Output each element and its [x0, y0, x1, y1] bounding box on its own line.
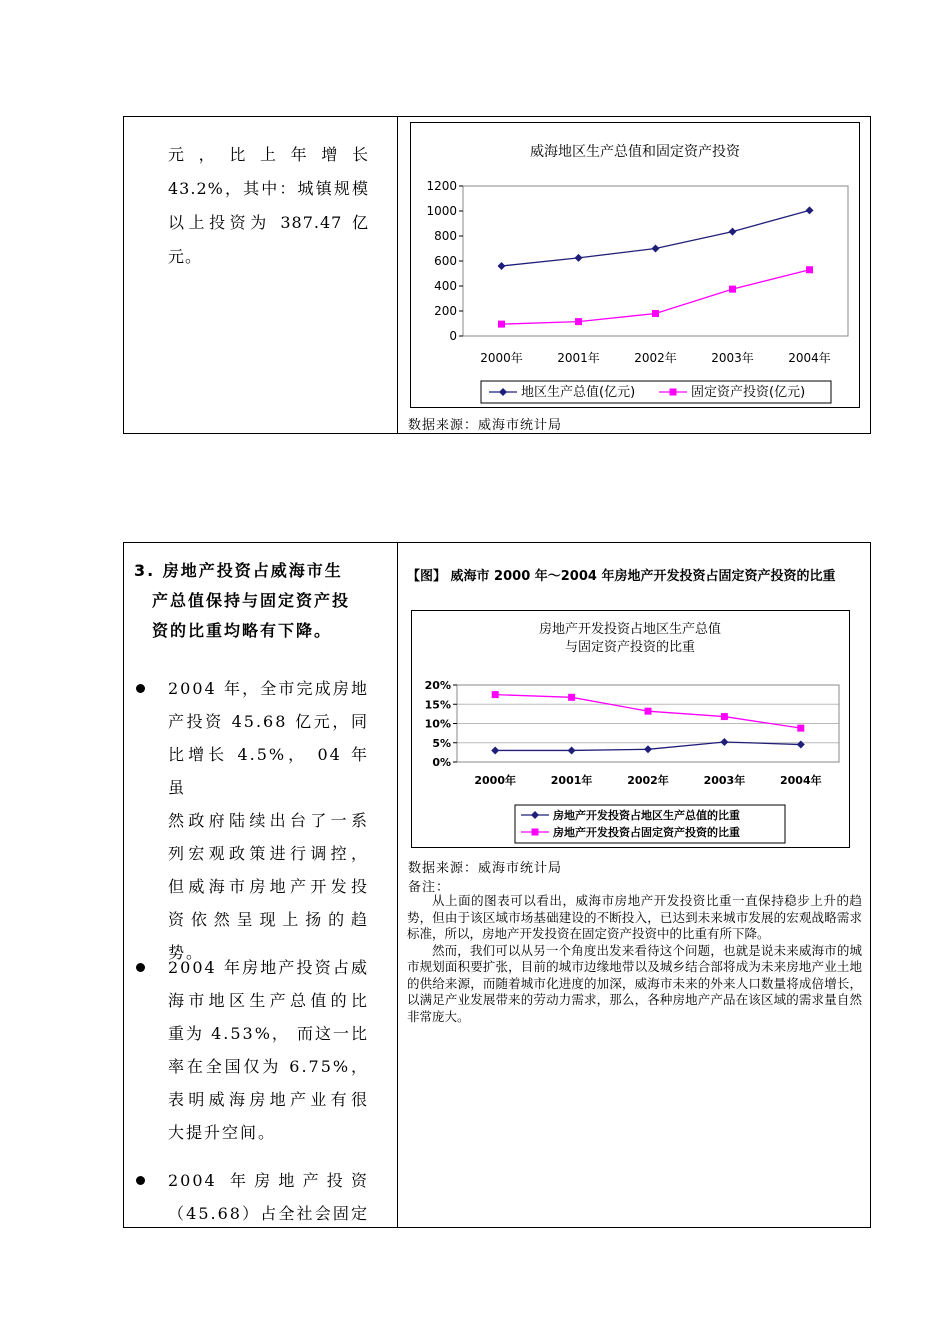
- chart2-svg: [412, 611, 849, 847]
- text-line: 2004 年房地产投资占威: [168, 958, 369, 977]
- y-tick-label: 200: [434, 304, 457, 318]
- legend-label: 房地产开发投资占地区生产总值的比重: [553, 809, 740, 822]
- source-note: 数据来源：威海市统计局: [408, 418, 563, 433]
- text-line: 2004 年房地产投资: [168, 1171, 369, 1190]
- y-tick-label: 0%: [432, 756, 451, 769]
- text-line: 势。: [168, 943, 205, 962]
- heading-line: 3. 房地产投资占威海市生: [134, 561, 343, 580]
- data-point: [806, 206, 814, 214]
- section1-left-text: [168, 138, 369, 274]
- data-point: [575, 254, 583, 262]
- bullet-paragraph: [168, 1164, 369, 1230]
- data-point: [568, 694, 575, 701]
- text-line: 海市地区生产总值的比: [168, 991, 369, 1010]
- series-line: [502, 210, 810, 266]
- text-line: 表明威海房地产业有很: [168, 1090, 369, 1109]
- legend-marker: [532, 829, 539, 836]
- data-point: [652, 310, 659, 317]
- y-tick-label: 20%: [424, 679, 451, 692]
- notes-paragraph: 从上面的图表可以看出，威海市房地产开发投资比重一直保持稳步上升的趋势，但由于该区域市场基础建设的不断投入，已达到未来城市发展的宏观战略需求标准，所以，房地产开发投资在固定资产投资中的比重有所下降。: [407, 893, 862, 941]
- text-line: 然政府陆续出台了一系: [168, 811, 369, 830]
- y-tick-label: 1000: [426, 204, 457, 218]
- section-heading: [134, 556, 374, 646]
- y-tick-label: 5%: [432, 736, 451, 750]
- data-point: [491, 746, 499, 754]
- x-tick-label: 2004年: [779, 774, 822, 787]
- source-note: 数据来源：威海市统计局: [408, 861, 563, 876]
- text-line: 大提升空间。: [168, 1123, 277, 1142]
- x-tick-label: 2001年: [557, 351, 600, 365]
- legend-label: 房地产开发投资占固定资产投资的比重: [553, 826, 740, 839]
- data-point: [645, 708, 652, 715]
- legend-marker: [670, 389, 677, 396]
- text-line: 率在全国仅为 6.75%，: [168, 1057, 369, 1076]
- text-line: 43.2%，其中：城镇规模: [168, 179, 369, 198]
- y-tick-label: 1200: [426, 179, 457, 193]
- data-point: [644, 745, 652, 753]
- y-tick-label: 10%: [424, 717, 451, 731]
- text-line: 2004 年，全市完成房地: [168, 679, 369, 698]
- y-tick-label: 600: [434, 254, 457, 268]
- bullet-icon: [136, 963, 145, 972]
- x-tick-label: 2002年: [634, 351, 677, 365]
- heading-line: 产总值保持与固定资产投: [152, 591, 351, 610]
- chart2-title-line2: 与固定资产投资的比重: [564, 640, 696, 655]
- chart-gdp-investment: [410, 122, 860, 408]
- data-point: [492, 691, 499, 698]
- legend-label: 固定资产投资(亿元): [691, 385, 806, 400]
- chart1-title: 威海地区生产总值和固定资产投资: [530, 144, 740, 160]
- data-point: [729, 286, 736, 293]
- data-point: [729, 228, 737, 236]
- y-tick-label: 400: [434, 279, 457, 293]
- chart1-svg: [411, 123, 859, 407]
- y-tick-label: 0: [449, 329, 457, 343]
- notes-body: [407, 893, 862, 1025]
- chart2-title-line1: 房地产开发投资占地区生产总值: [538, 622, 722, 637]
- y-tick-label: 800: [434, 229, 457, 243]
- data-point: [806, 266, 813, 273]
- table-divider: [397, 542, 398, 1228]
- x-tick-label: 2002年: [627, 774, 669, 787]
- text-line: 以上投资为 387.47 亿: [168, 213, 369, 232]
- data-point: [498, 262, 506, 270]
- x-tick-label: 2003年: [711, 351, 754, 365]
- x-tick-label: 2004年: [788, 351, 831, 365]
- bullet-paragraph: [168, 672, 369, 969]
- text-line: 重为 4.53%， 而这一比: [168, 1024, 370, 1043]
- x-tick-label: 2003年: [703, 774, 746, 787]
- notes-label: 备注：: [408, 880, 451, 895]
- data-point: [575, 318, 582, 325]
- table-divider: [397, 116, 398, 434]
- x-tick-label: 2000年: [474, 774, 517, 787]
- bullet-icon: [136, 1176, 145, 1185]
- text-line: 但威海市房地产开发投: [168, 877, 369, 896]
- text-line: （45.68）占全社会固定: [168, 1204, 369, 1223]
- data-point: [720, 738, 728, 746]
- data-point: [568, 746, 576, 754]
- text-line: 资依然呈现上扬的趋: [168, 910, 369, 929]
- text-line: 元。: [168, 247, 203, 266]
- data-point: [498, 321, 505, 328]
- data-point: [652, 245, 660, 253]
- bullet-paragraph: [168, 951, 369, 1149]
- bullet-icon: [136, 684, 145, 693]
- text-line: 产投资 45.68 亿元，同: [168, 712, 369, 731]
- x-tick-label: 2000年: [480, 351, 523, 365]
- heading-line: 资的比重均略有下降。: [152, 621, 333, 640]
- data-point: [797, 725, 804, 732]
- y-tick-label: 15%: [424, 698, 451, 712]
- text-line: 比增长 4.5%， 04 年虽: [168, 745, 369, 797]
- figure-caption: 【图】 威海市 2000 年～2004 年房地产开发投资占固定资产投资的比重: [407, 569, 836, 584]
- text-line: 元，比上年增长: [168, 145, 369, 164]
- legend-label: 地区生产总值(亿元): [521, 385, 636, 400]
- data-point: [797, 741, 805, 749]
- notes-paragraph: 然而，我们可以从另一个角度出发来看待这个问题，也就是说未来威海市的城市规划面积要扩张，目前的城市边缘地带以及城乡结合部将成为未来房地产业土地的供给来源，而随着城市化进度的加深，威海市未来的外来人口数量将成倍增长，以满足产业发展带来的劳动力需求，那么，各种房地产产品在该区域的需求量自然非常庞大。: [407, 942, 862, 1024]
- chart-real-estate-ratio: [411, 610, 850, 848]
- text-line: 列宏观政策进行调控，: [168, 844, 369, 863]
- data-point: [721, 713, 728, 720]
- x-tick-label: 2001年: [550, 774, 593, 787]
